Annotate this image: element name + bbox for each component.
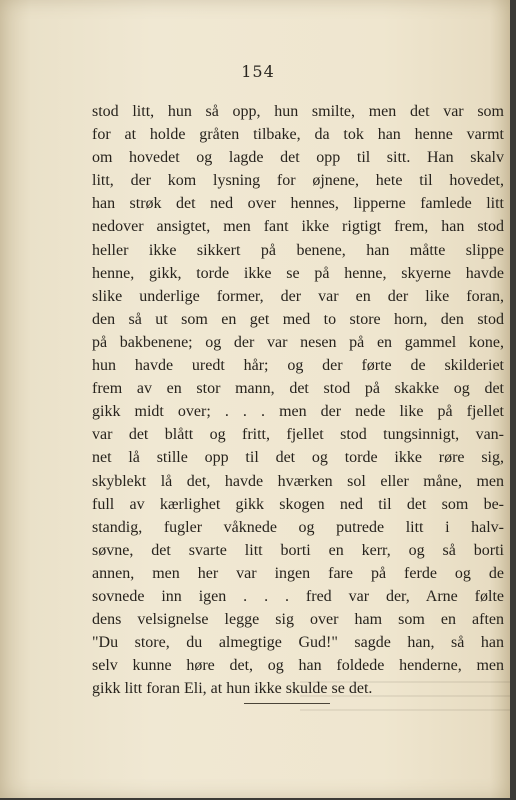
text-line: om hovedet og lagde det opp til sitt. Han skalv	[92, 149, 504, 167]
text-line: for at holde gråten tilbake, da tok han henne varmt	[92, 126, 504, 144]
text-line: net lå stille opp til det og torde ikke røre sig,	[92, 449, 504, 467]
text-line: slike underlige former, der var en der like foran,	[92, 287, 504, 305]
text-line: selv kunne høre det, og han foldede henderne, men	[92, 657, 504, 675]
text-line: full av kærlighet gikk skogen ned til det som be-	[92, 495, 504, 513]
text-line: stod litt, hun så opp, hun smilte, men det var som	[92, 103, 504, 120]
text-line: standig, fugler våknede og putrede litt i halv-	[92, 518, 504, 536]
text-line: gikk litt foran Eli, at hun ikke skulde se det.	[92, 680, 373, 698]
text-line: på bakbenene; og der var nesen på en gammel kone,	[92, 333, 504, 351]
text-line: henne, gikk, torde ikke se på henne, skyerne havde	[92, 264, 504, 282]
text-line: gikk midt over; . . . men der nede like på fjellet	[92, 403, 504, 421]
text-line: heller ikke sikkert på benene, han måtte slippe	[92, 241, 504, 259]
text-line: nedover ansigtet, men fant ikke rigtigt frem, han stod	[92, 218, 504, 236]
text-line: søvne, det svarte litt borti en kerr, og så borti	[92, 541, 504, 559]
text-line: var det blått og fritt, fjellet stod tungsinnigt, van-	[92, 426, 504, 444]
text-line: han strøk det ned over hennes, lipperne famlede litt	[92, 195, 504, 213]
text-line: skyblekt lå det, havde hværken sol eller måne, men	[92, 472, 504, 490]
text-line: annen, men her var ingen fare på ferde og de	[92, 564, 504, 582]
text-line: hun havde uredt hår; og der førte de skilderiet	[92, 357, 504, 375]
text-line: frem av en stor mann, det stod på skakke og det	[92, 380, 504, 398]
page-number: 154	[241, 62, 275, 81]
body-text	[92, 100, 504, 700]
text-line: litt, der kom lysning for øjnene, hete til hovedet,	[92, 172, 504, 190]
text-line: "Du store, du almegtige Gud!" sagde han, så han	[92, 634, 504, 652]
text-line: dens velsignelse legge sig over ham som en aften	[92, 611, 504, 629]
text-line: sovnede inn igen . . . fred var der, Arne følte	[92, 587, 504, 605]
text-line: den så ut som en get med to store horn, den stod	[92, 310, 504, 328]
section-divider	[244, 703, 330, 704]
